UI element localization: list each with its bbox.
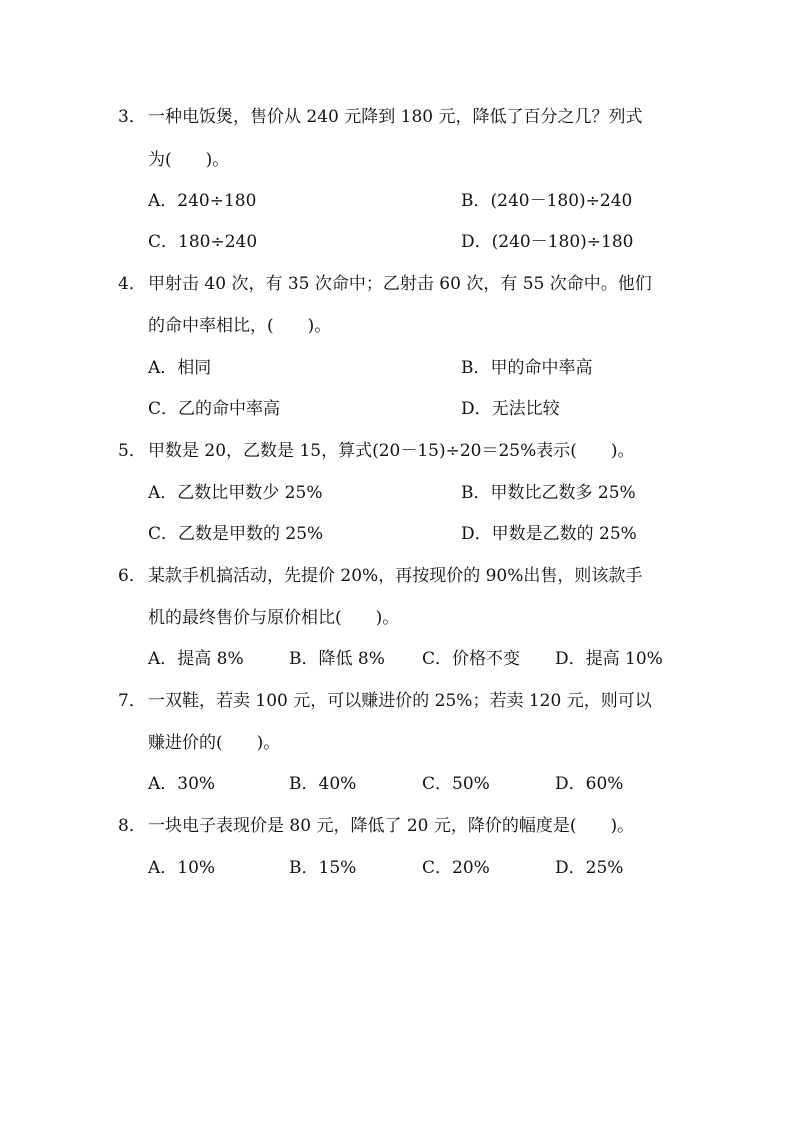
option-a: A．10% xyxy=(148,858,216,878)
question-text-line: 一双鞋，若卖 100 元，可以赚进价的 25%；若卖 120 元，则可以 xyxy=(148,691,652,711)
option-c: C．20% xyxy=(422,858,490,878)
option-c: C．乙的命中率高 xyxy=(148,399,281,419)
option-c: C．乙数是甲数的 25% xyxy=(148,524,324,544)
option-a: A．相同 xyxy=(148,358,212,378)
question-number: 6． xyxy=(118,566,146,586)
option-a: A．30% xyxy=(148,774,216,794)
option-b: B．40% xyxy=(289,774,357,794)
question-text-line: 一种电饭煲，售价从 240 元降到 180 元，降低了百分之几？列式 xyxy=(148,107,643,127)
option-d: D．25% xyxy=(555,858,624,878)
question-number: 4． xyxy=(118,274,146,294)
question-text-line: 为( )。 xyxy=(148,150,230,170)
option-a: A．提高 8% xyxy=(148,649,244,669)
option-d: D．无法比较 xyxy=(461,399,560,419)
option-d: D．提高 10% xyxy=(555,649,663,669)
question-text-line: 某款手机搞活动，先提价 20%，再按现价的 90%出售，则该款手 xyxy=(148,566,643,586)
option-b: B．甲数比乙数多 25% xyxy=(461,483,636,503)
option-b: B．(240－180)÷240 xyxy=(461,191,633,211)
question-text-line: 的命中率相比，( )。 xyxy=(148,316,332,336)
option-c: C．价格不变 xyxy=(422,649,521,669)
question-text-line: 甲数是 20，乙数是 15，算式(20－15)÷20＝25%表示( )。 xyxy=(148,441,635,461)
question-number: 3． xyxy=(118,107,146,127)
option-b: B．15% xyxy=(289,858,357,878)
option-c: C．50% xyxy=(422,774,490,794)
option-a: A．240÷180 xyxy=(148,191,257,211)
question-number: 7． xyxy=(118,691,146,711)
question-text-line: 机的最终售价与原价相比( )。 xyxy=(148,608,400,628)
option-d: D．甲数是乙数的 25% xyxy=(461,524,637,544)
question-number: 5． xyxy=(118,441,146,461)
question-text-line: 甲射击 40 次，有 35 次命中；乙射击 60 次，有 55 次命中。他们 xyxy=(148,274,652,294)
option-d: D．60% xyxy=(555,774,624,794)
option-a: A．乙数比甲数少 25% xyxy=(148,483,323,503)
question-number: 8． xyxy=(118,816,146,836)
option-d: D．(240－180)÷180 xyxy=(461,232,634,252)
question-text-line: 赚进价的( )。 xyxy=(148,733,281,753)
option-b: B．降低 8% xyxy=(289,649,385,669)
option-b: B．甲的命中率高 xyxy=(461,358,593,378)
option-c: C．180÷240 xyxy=(148,232,258,252)
question-text-line: 一块电子表现价是 80 元，降低了 20 元，降价的幅度是( )。 xyxy=(148,816,635,836)
